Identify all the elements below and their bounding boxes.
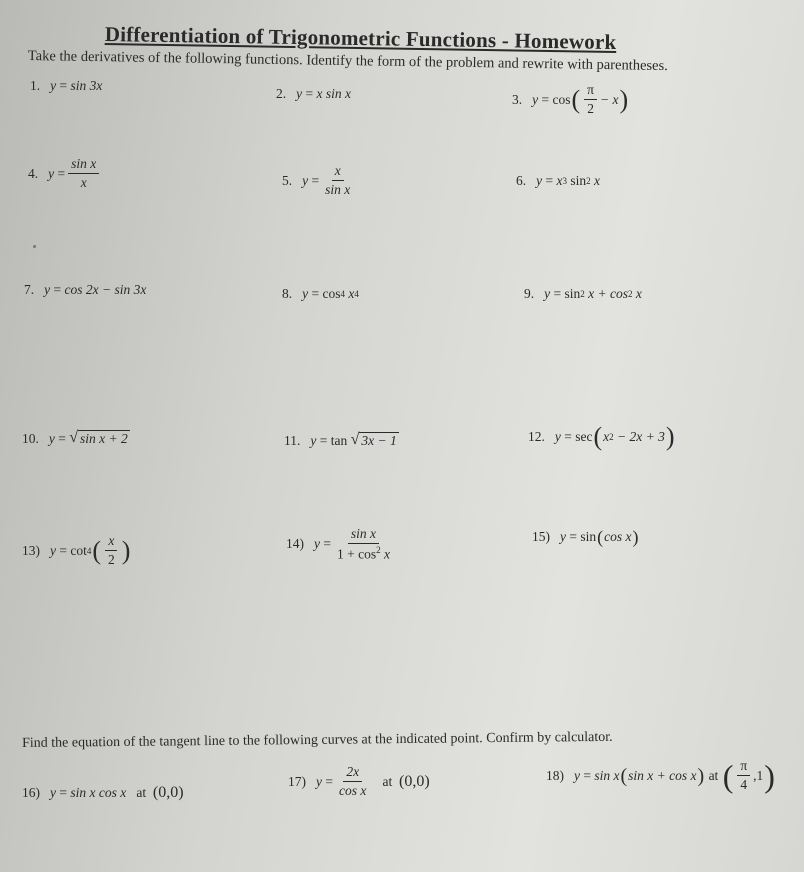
problem-number: 6. [516, 173, 527, 188]
numerator: 2x [343, 764, 362, 782]
term-a: sin [564, 286, 581, 301]
problem-10 [22, 430, 130, 447]
problem-8 [282, 286, 359, 302]
problem-number: 18) [546, 767, 564, 783]
exponent-b: 2 [586, 176, 591, 186]
problem-17 [288, 764, 430, 799]
equals: = [59, 78, 68, 93]
at-label: at [708, 767, 719, 783]
term-a: cos [322, 286, 341, 301]
problem-number: 13) [22, 542, 40, 558]
denominator: 2 [108, 552, 115, 567]
lhs: y [544, 286, 551, 301]
term-c: x [594, 173, 601, 188]
inner-b: − 2x + 3 [617, 429, 665, 444]
problem-number: 9. [524, 286, 535, 301]
denominator: 2 [587, 101, 594, 116]
term-c: x [635, 286, 642, 301]
problem-9 [524, 286, 642, 302]
left-paren: ( [593, 422, 603, 451]
square-root [351, 432, 399, 449]
problem-number: 12. [528, 429, 545, 444]
function-name: sec [575, 429, 593, 444]
inner-a: x [603, 429, 610, 444]
equals: = [564, 429, 572, 444]
problem-number: 3. [512, 91, 523, 107]
lhs: y [316, 773, 322, 789]
equals: = [311, 286, 320, 301]
left-paren: ( [597, 527, 604, 547]
radical-sign: √ [350, 431, 360, 448]
square-root [69, 430, 130, 447]
at-label: at [136, 785, 147, 800]
lhs: y [536, 173, 543, 188]
point: (0,0) [399, 772, 430, 790]
right-paren: ) [632, 527, 639, 547]
equals: = [541, 91, 550, 107]
lhs: y [50, 78, 57, 93]
equals: = [58, 430, 66, 446]
point-y: ,1 [753, 767, 764, 783]
equals: = [545, 173, 554, 188]
problem-number: 14) [286, 536, 304, 552]
denominator [334, 544, 393, 563]
equals: = [583, 767, 591, 783]
numerator: x [332, 163, 344, 181]
numerator: x [105, 533, 117, 551]
problem-7 [24, 282, 146, 298]
denominator-b: x [383, 546, 390, 562]
lhs: y [296, 86, 303, 101]
instructions: Take the derivatives of the following functions. Identify the form of the problem and rewrite with parentheses. [27, 48, 668, 75]
fraction [334, 526, 393, 563]
equals: = [311, 172, 320, 188]
right-paren: ) [121, 535, 131, 565]
problem-number: 2. [276, 86, 287, 101]
problem-1 [30, 78, 102, 94]
exponent-b: 4 [354, 289, 359, 299]
function-name: cot [70, 542, 87, 558]
problem-number: 17) [288, 773, 306, 789]
denominator-exponent: 2 [376, 545, 381, 555]
equals: = [59, 785, 67, 800]
numerator: sin x [68, 156, 99, 174]
expression-rest: − x [600, 91, 619, 107]
equals: = [325, 773, 333, 789]
term-b: x [348, 286, 355, 301]
point-left-paren: ( [722, 757, 734, 794]
problem-6 [516, 173, 600, 189]
problem-number: 15) [532, 529, 550, 544]
left-paren: ( [571, 84, 581, 114]
lhs: y [302, 286, 309, 301]
lhs: y [50, 542, 56, 558]
problem-number: 16) [22, 785, 40, 800]
exponent-b: 2 [628, 289, 633, 299]
inner-exponent: 2 [609, 432, 614, 442]
point-numerator: π [737, 758, 750, 776]
problem-2 [276, 86, 351, 102]
left-paren: ( [620, 764, 628, 787]
lhs: y [532, 91, 539, 107]
fraction [336, 764, 369, 799]
fraction [322, 163, 353, 198]
pencil-mark [33, 245, 36, 248]
equals: = [57, 165, 66, 181]
problem-number: 7. [24, 282, 35, 297]
problem-13 [22, 533, 131, 568]
inner: cos x [604, 529, 632, 544]
inner: sin x + cos x [628, 767, 697, 783]
term-a: sin x [594, 767, 620, 783]
equals: = [305, 86, 314, 101]
denominator: x [80, 175, 87, 190]
lhs: y [554, 429, 561, 444]
problem-number: 1. [30, 78, 41, 93]
right-paren: ) [665, 422, 675, 451]
equals: = [53, 282, 62, 297]
at-label: at [382, 773, 393, 789]
radical-sign: √ [69, 429, 79, 446]
problem-18 [546, 758, 776, 793]
function-name: tan [330, 432, 348, 448]
equals: = [569, 529, 577, 544]
lhs: y [574, 767, 580, 783]
function-name: sin [580, 529, 597, 544]
equals: = [59, 542, 67, 558]
right-paren: ) [697, 764, 705, 787]
lhs: y [302, 172, 309, 188]
equals: = [323, 536, 331, 552]
function-exponent: 4 [86, 545, 92, 556]
fraction [68, 156, 99, 191]
radicand: 3x − 1 [361, 433, 397, 448]
lhs: y [310, 432, 317, 448]
problem-3 [512, 82, 629, 117]
denominator: sin x [325, 182, 351, 197]
right-paren: ) [619, 84, 629, 114]
problem-number: 8. [282, 286, 293, 301]
equals: = [319, 432, 328, 448]
lhs: y [48, 165, 55, 181]
term-b: x + cos [588, 286, 628, 301]
problem-16 [22, 784, 184, 802]
problem-number: 10. [22, 430, 39, 446]
problem-number: 5. [282, 172, 293, 188]
expression: x sin x [316, 86, 351, 101]
worksheet-title: Differentiation of Trigonometric Functions - Homework [104, 22, 617, 55]
expression: sin 3x [70, 78, 103, 93]
denominator: cos x [339, 783, 367, 798]
point: (0,0) [152, 784, 184, 801]
fraction [584, 82, 597, 117]
expression: cos 2x − sin 3x [64, 282, 147, 297]
numerator: sin x [348, 526, 379, 544]
lhs: y [50, 785, 56, 800]
expression: sin x cos x [70, 785, 127, 800]
lhs: y [314, 536, 320, 552]
point-denominator: 4 [740, 777, 748, 792]
problem-number: 4. [28, 165, 39, 181]
function-name: cos [552, 91, 571, 107]
section2-instructions: Find the equation of the tangent line to the following curves at the indicated point. Confirm by calculator. [22, 729, 613, 751]
problem-12 [528, 424, 676, 450]
problem-5 [282, 163, 356, 198]
lhs: y [48, 430, 55, 446]
numerator: π [584, 82, 597, 100]
denominator-a: 1 + cos [337, 546, 377, 562]
problem-11 [284, 432, 399, 449]
problem-15 [532, 528, 640, 546]
problem-number: 11. [284, 432, 301, 448]
term-b: sin [570, 173, 587, 188]
left-paren: ( [92, 535, 102, 565]
equals: = [553, 286, 562, 301]
exponent-a: 2 [580, 289, 585, 299]
exponent-a: 3 [562, 176, 567, 186]
lhs: y [560, 529, 566, 544]
lhs: y [44, 282, 51, 297]
fraction [105, 533, 118, 568]
problem-14 [286, 526, 396, 563]
point-fraction [737, 758, 750, 793]
term-a: x [556, 173, 563, 188]
point-right-paren: ) [764, 757, 775, 794]
radicand: sin x + 2 [80, 431, 128, 446]
problem-4 [28, 156, 102, 191]
exponent-a: 4 [340, 289, 345, 299]
